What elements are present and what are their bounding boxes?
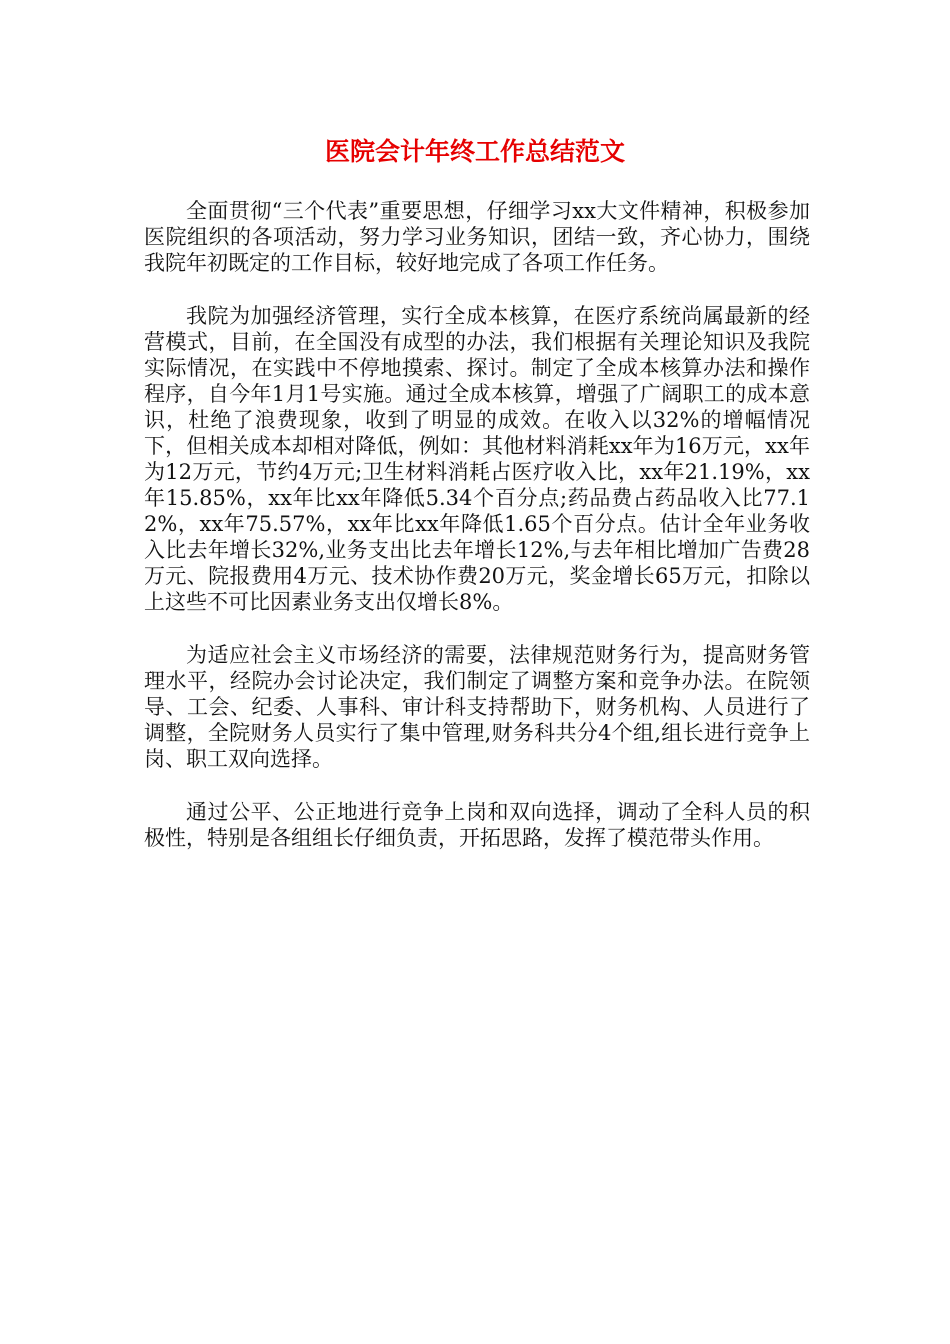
paragraph-3: 为适应社会主义市场经济的需要，法律规范财务行为，提高财务管理水平，经院办会讨论决定，我们制定了调整方案和竞争办法。在院领导、工会、纪委、人事科、审计科支持帮助下，财务机构、人员进行了调整，全院财务人员实行了集中管理,财务科共分4个组,组长进行竞争上岗、职工双向选择。 <box>144 643 810 771</box>
paragraph-2: 我院为加强经济管理，实行全成本核算，在医疗系统尚属最新的经营模式，目前，在全国没有成型的办法，我们根据有关理论知识及我院实际情况，在实践中不停地摸索、探讨。制定了全成本核算办法和操作程序，自今年1月1号实施。通过全成本核算，增强了广阔职工的成本意识，杜绝了浪费现象，收到了明显的成效。在收入以32%的增幅情况下，但相关成本却相对降低，例如：其他材料消耗xx年为16万元，xx年为12万元，节约4万元;卫生材料消耗占医疗收入比，xx年21.19%，xx年15.85%，xx年比xx年降低5.34个百分点;药品费占药品收入比77.12%，xx年75.57%，xx年比xx年降低1.65个百分点。估计全年业务收入比去年增长32%,业务支出比去年增长12%,与去年相比增加广告费28万元、院报费用4万元、技术协作费20万元，奖金增长65万元，扣除以上这些不可比因素业务支出仅增长8%。 <box>144 304 810 614</box>
paragraph-1: 全面贯彻“三个代表”重要思想，仔细学习xx大文件精神，积极参加医院组织的各项活动，努力学习业务知识，团结一致，齐心协力，围绕我院年初既定的工作目标，较好地完成了各项工作任务。 <box>144 199 810 275</box>
document-body <box>144 198 810 878</box>
document-title: 医院会计年终工作总结范文 <box>324 137 625 166</box>
paragraph-4: 通过公平、公正地进行竞争上岗和双向选择，调动了全科人员的积极性，特别是各组组长仔细负责，开拓思路，发挥了模范带头作用。 <box>144 800 810 850</box>
